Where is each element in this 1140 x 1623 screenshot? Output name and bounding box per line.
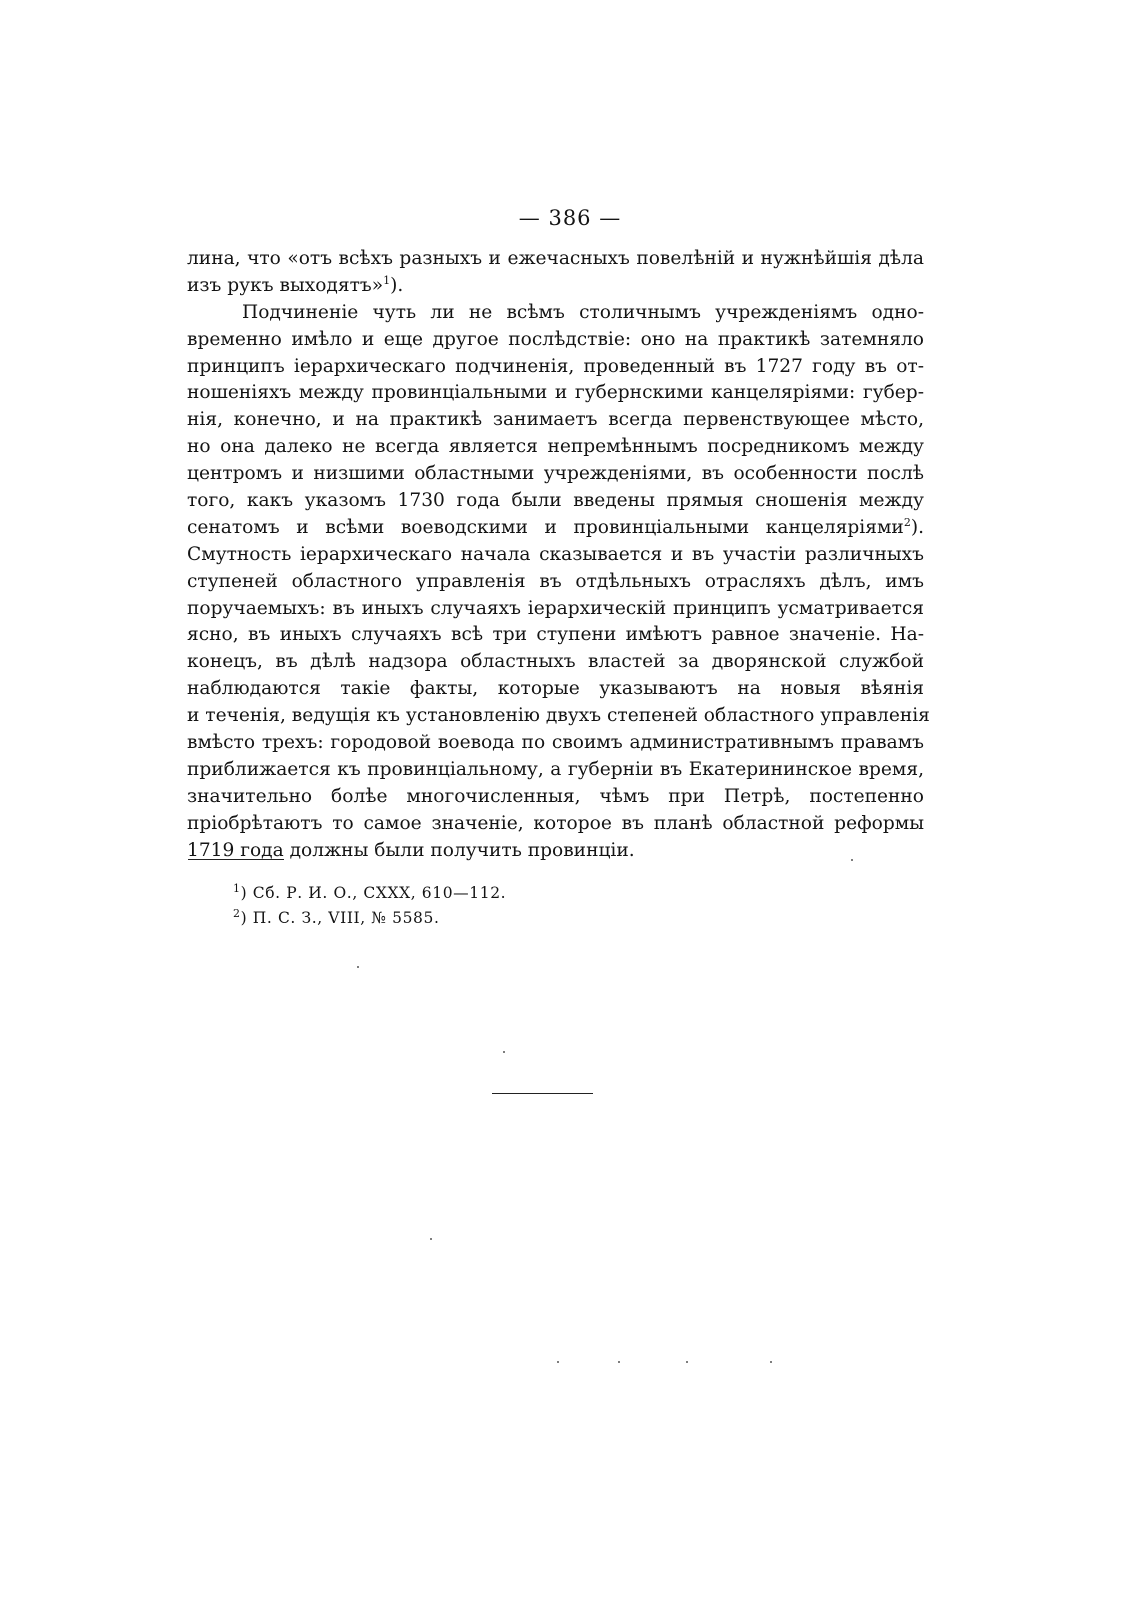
text-line: значительно болѣе многочисленныя, чѣмъ при Петрѣ, постепенно xyxy=(187,785,924,807)
footnote-text: ) Сб. Р. И. О., CXXX, 610—112. xyxy=(240,884,507,902)
text-line: временно имѣло и еще другое послѣдствiе: оно на практикѣ затемняло xyxy=(187,328,924,350)
footnote-divider xyxy=(188,859,284,860)
text-line: прiобрѣтаютъ то самое значенiе, которое въ планѣ областной реформы xyxy=(187,812,924,834)
scan-speck xyxy=(357,966,359,968)
scan-speck xyxy=(430,1238,432,1240)
footnotes xyxy=(233,881,506,931)
footnote-ref[interactable]: 1 xyxy=(383,273,391,287)
footnote-mark: 1 xyxy=(233,881,241,895)
text-line: поручаемыхъ: въ иныхъ случаяхъ iерархическiй принципъ усматривается xyxy=(187,597,924,619)
page-number: — 386 — xyxy=(518,206,622,230)
scan-speck xyxy=(618,1361,620,1363)
text-line-content: изъ рукъ выходятъ» xyxy=(187,274,384,296)
text-line: того, какъ указомъ 1730 года были введены прямыя сношенiя между xyxy=(187,490,924,512)
footnote-ref-tail: ). xyxy=(910,516,924,538)
text-line-with-note xyxy=(187,273,924,300)
scan-speck xyxy=(686,1361,688,1363)
text-line: приближается къ провинцiальному, а губернiи въ Екатерининское время, xyxy=(187,758,924,780)
paragraph-start: Подчиненiе чуть ли не всѣмъ столичнымъ учрежденiямъ одно- xyxy=(242,301,924,323)
scan-speck xyxy=(503,1051,505,1053)
footnote-1 xyxy=(233,881,506,906)
scan-speck xyxy=(851,859,853,861)
text-line: вмѣсто трехъ: городовой воевода по своимъ административнымъ правамъ xyxy=(187,732,924,754)
text-line: лина, что «отъ всѣхъ разныхъ и ежечасныхъ повелѣнiй и нужнѣйшiя дѣла xyxy=(187,248,924,269)
text-line: принципъ iерархическаго подчиненiя, проведенный въ 1727 году въ от- xyxy=(187,355,924,377)
text-line: но она далеко не всегда является непремѣннымъ посредникомъ между xyxy=(187,436,924,458)
scan-speck xyxy=(557,1361,559,1363)
footnote-ref[interactable]: 2 xyxy=(903,515,911,529)
text-line: ступеней областного управленiя въ отдѣльныхъ отрасляхъ дѣлъ, имъ xyxy=(187,570,924,592)
text-line: наблюдаются такiе факты, которые указываютъ на новыя вѣянiя xyxy=(187,678,924,700)
body-text xyxy=(187,246,930,864)
footnote-text: ) П. С. З., VIII, № 5585. xyxy=(240,909,440,927)
text-line: центромъ и низшими областными учрежденiями, въ особенности послѣ xyxy=(187,463,924,485)
footnote-ref-tail: ). xyxy=(390,274,404,296)
text-line-content: сенатомъ и всѣми воеводскими и провинцiальными канцелярiями xyxy=(187,516,904,538)
text-line: и теченiя, ведущiя къ установленiю двухъ степеней областного управленiя xyxy=(187,705,930,727)
text-line: Смутность iерархическаго начала сказывается и въ участiи различныхъ xyxy=(187,543,924,565)
chapter-end-rule xyxy=(492,1093,593,1094)
text-line: конецъ, въ дѣлѣ надзора областныхъ властей за дворянской службой xyxy=(187,651,924,673)
footnote-mark: 2 xyxy=(233,906,241,920)
text-line-with-note xyxy=(187,515,924,542)
text-line: нiя, конечно, и на практикѣ занимаетъ всегда первенствующее мѣсто, xyxy=(187,409,924,431)
paragraph-end: 1719 года должны были получить провинцiи. xyxy=(187,839,635,861)
scan-speck xyxy=(770,1361,772,1363)
text-line: ясно, въ иныхъ случаяхъ всѣ три ступени имѣютъ равное значенiе. На- xyxy=(187,624,924,646)
footnote-2 xyxy=(233,906,506,931)
text-line: ношенiяхъ между провинцiальными и губернскими канцелярiями: губер- xyxy=(187,382,924,404)
